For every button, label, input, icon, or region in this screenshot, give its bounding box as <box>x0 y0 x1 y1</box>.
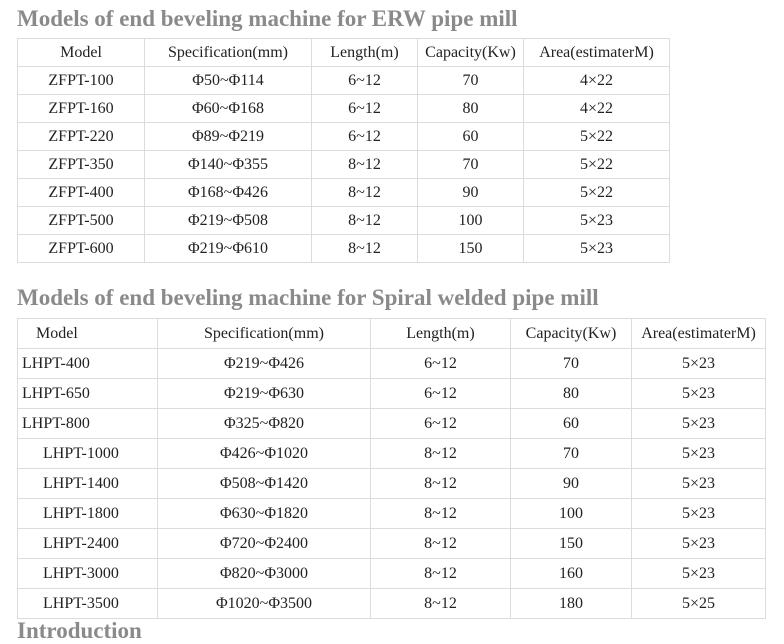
capacity-cell: 70 <box>511 349 632 379</box>
model-cell: LHPT-800 <box>18 409 158 439</box>
area-cell: 4×22 <box>524 67 670 95</box>
area-cell: 5×23 <box>632 469 766 499</box>
capacity-cell: 90 <box>511 469 632 499</box>
area-cell: 5×23 <box>524 235 670 263</box>
length-cell: 8~12 <box>371 499 511 529</box>
area-cell: 5×23 <box>632 439 766 469</box>
model-cell: ZFPT-350 <box>18 151 145 179</box>
area-cell: 5×25 <box>632 589 766 619</box>
table-row <box>18 207 670 235</box>
length-cell: 8~12 <box>371 469 511 499</box>
length-cell: 6~12 <box>371 409 511 439</box>
area-cell: 4×22 <box>524 95 670 123</box>
capacity-cell: 180 <box>511 589 632 619</box>
length-cell: 8~12 <box>371 559 511 589</box>
length-cell: 6~12 <box>312 123 418 151</box>
capacity-cell: 160 <box>511 559 632 589</box>
specification-cell: Φ630~Φ1820 <box>158 499 371 529</box>
table-row <box>18 469 766 499</box>
table-row <box>18 151 670 179</box>
area-cell: 5×23 <box>632 349 766 379</box>
table-row <box>18 123 670 151</box>
specification-cell: Φ60~Φ168 <box>145 95 312 123</box>
length-cell: 8~12 <box>371 589 511 619</box>
capacity-cell: 80 <box>511 379 632 409</box>
column-header-length: Length(m) <box>371 319 511 349</box>
column-header-specification: Specification(mm) <box>158 319 371 349</box>
model-cell: ZFPT-220 <box>18 123 145 151</box>
model-cell: LHPT-1000 <box>18 439 158 469</box>
capacity-cell: 70 <box>511 439 632 469</box>
capacity-cell: 100 <box>418 207 524 235</box>
table-row <box>18 589 766 619</box>
model-cell: LHPT-3500 <box>18 589 158 619</box>
capacity-cell: 70 <box>418 67 524 95</box>
capacity-cell: 60 <box>511 409 632 439</box>
column-header-model: Model <box>18 319 158 349</box>
area-cell: 5×23 <box>632 559 766 589</box>
area-cell: 5×22 <box>524 151 670 179</box>
table-row <box>18 559 766 589</box>
table-row <box>18 439 766 469</box>
table-header-row <box>18 39 670 67</box>
area-cell: 5×23 <box>632 499 766 529</box>
table-row <box>18 67 670 95</box>
model-cell: LHPT-650 <box>18 379 158 409</box>
model-cell: LHPT-3000 <box>18 559 158 589</box>
column-header-area: Area(estimaterM) <box>632 319 766 349</box>
length-cell: 8~12 <box>312 207 418 235</box>
specification-cell: Φ325~Φ820 <box>158 409 371 439</box>
model-cell: ZFPT-400 <box>18 179 145 207</box>
specification-cell: Φ820~Φ3000 <box>158 559 371 589</box>
model-cell: LHPT-2400 <box>18 529 158 559</box>
spiral-section-title: Models of end beveling machine for Spiral welded pipe mill <box>17 285 599 310</box>
length-cell: 8~12 <box>312 151 418 179</box>
column-header-capacity: Capacity(Kw) <box>511 319 632 349</box>
specification-cell: Φ50~Φ114 <box>145 67 312 95</box>
erw-section-title: Models of end beveling machine for ERW pipe mill <box>17 6 518 31</box>
table-row <box>18 379 766 409</box>
area-cell: 5×22 <box>524 179 670 207</box>
table-row <box>18 499 766 529</box>
model-cell: LHPT-400 <box>18 349 158 379</box>
specification-cell: Φ89~Φ219 <box>145 123 312 151</box>
table-header-row <box>18 319 766 349</box>
length-cell: 8~12 <box>371 439 511 469</box>
area-cell: 5×23 <box>632 379 766 409</box>
length-cell: 8~12 <box>312 235 418 263</box>
specification-cell: Φ426~Φ1020 <box>158 439 371 469</box>
specification-cell: Φ219~Φ630 <box>158 379 371 409</box>
model-cell: ZFPT-500 <box>18 207 145 235</box>
table-row <box>18 179 670 207</box>
capacity-cell: 80 <box>418 95 524 123</box>
capacity-cell: 60 <box>418 123 524 151</box>
area-cell: 5×23 <box>632 409 766 439</box>
capacity-cell: 90 <box>418 179 524 207</box>
specification-cell: Φ219~Φ610 <box>145 235 312 263</box>
capacity-cell: 150 <box>418 235 524 263</box>
specification-cell: Φ508~Φ1420 <box>158 469 371 499</box>
length-cell: 8~12 <box>312 179 418 207</box>
table-row <box>18 529 766 559</box>
length-cell: 6~12 <box>312 67 418 95</box>
specification-cell: Φ168~Φ426 <box>145 179 312 207</box>
column-header-model: Model <box>18 39 145 67</box>
model-cell: ZFPT-600 <box>18 235 145 263</box>
column-header-area: Area(estimaterM) <box>524 39 670 67</box>
model-cell: ZFPT-160 <box>18 95 145 123</box>
length-cell: 8~12 <box>371 529 511 559</box>
area-cell: 5×23 <box>524 207 670 235</box>
specification-cell: Φ720~Φ2400 <box>158 529 371 559</box>
column-header-specification: Specification(mm) <box>145 39 312 67</box>
table-row <box>18 95 670 123</box>
area-cell: 5×22 <box>524 123 670 151</box>
length-cell: 6~12 <box>371 349 511 379</box>
length-cell: 6~12 <box>312 95 418 123</box>
erw-models-table <box>17 38 670 263</box>
capacity-cell: 70 <box>418 151 524 179</box>
specification-cell: Φ219~Φ508 <box>145 207 312 235</box>
table-row <box>18 409 766 439</box>
capacity-cell: 150 <box>511 529 632 559</box>
model-cell: ZFPT-100 <box>18 67 145 95</box>
capacity-cell: 100 <box>511 499 632 529</box>
introduction-title: Introduction <box>17 618 142 643</box>
spiral-models-table <box>17 318 766 619</box>
table-row <box>18 235 670 263</box>
column-header-capacity: Capacity(Kw) <box>418 39 524 67</box>
specification-cell: Φ1020~Φ3500 <box>158 589 371 619</box>
model-cell: LHPT-1800 <box>18 499 158 529</box>
table-row <box>18 349 766 379</box>
column-header-length: Length(m) <box>312 39 418 67</box>
area-cell: 5×23 <box>632 529 766 559</box>
specification-cell: Φ219~Φ426 <box>158 349 371 379</box>
specification-cell: Φ140~Φ355 <box>145 151 312 179</box>
model-cell: LHPT-1400 <box>18 469 158 499</box>
length-cell: 6~12 <box>371 379 511 409</box>
